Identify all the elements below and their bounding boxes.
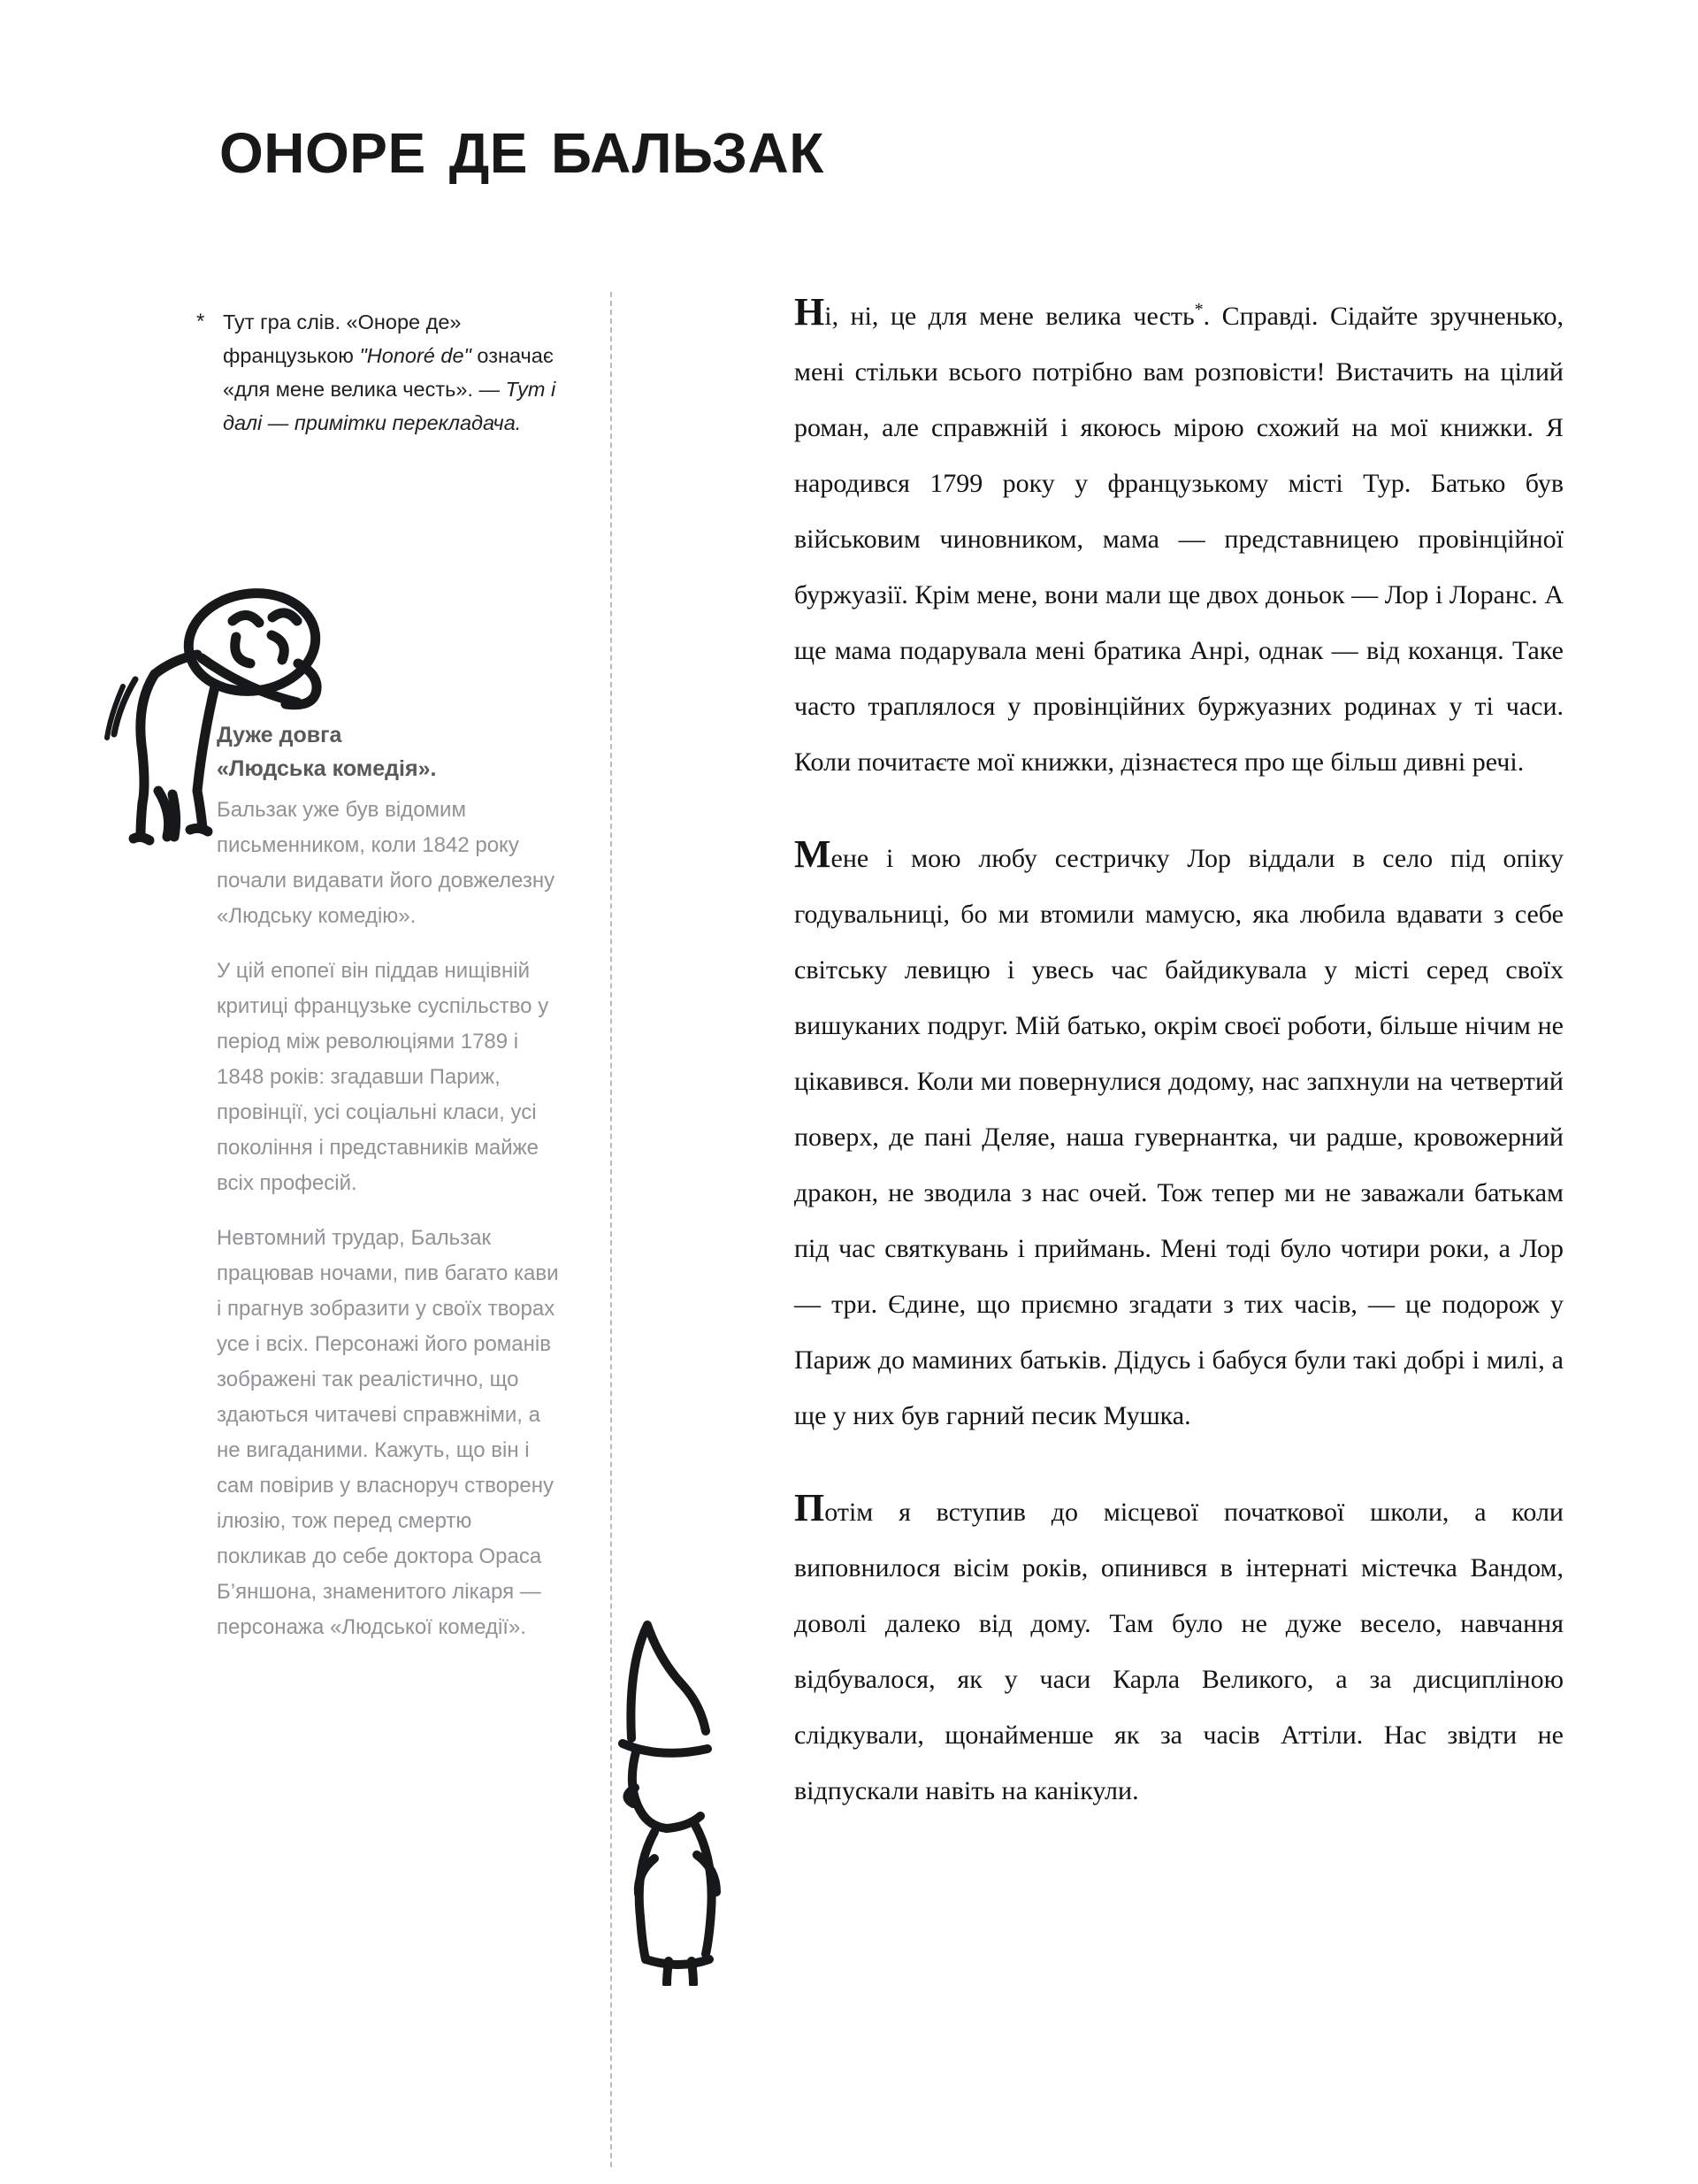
page-title: оноре де бальзак xyxy=(219,100,824,190)
body-paragraph xyxy=(794,288,1564,790)
translator-footnote xyxy=(191,305,562,440)
sidebar-heading-line-1: Дуже довга xyxy=(217,723,342,747)
left-column xyxy=(191,305,562,440)
body-text-lead: і, ні, це для мене велика честь xyxy=(824,302,1195,331)
footnote-italic-term: "Honoré de" xyxy=(359,344,471,367)
footnote-source-note: Тут і далі — примітки перекладача. xyxy=(223,378,556,434)
footnote-reference-marker: * xyxy=(1194,300,1204,319)
sidebar-paragraph: Бальзак уже був відомим письменником, коли 1842 року почали видавати його довжелезну «Людську комедію». xyxy=(217,798,555,928)
quill-figure-illustration xyxy=(584,1605,787,1986)
sidebar-note xyxy=(217,718,566,1665)
main-text-column xyxy=(794,288,1564,1859)
body-text-rest: отім я вступив до місцевої початкової школи, а коли виповнилося вісім років, опинився в інтернаті містечка Вандом, доволі далеко від дому. Там було не дуже весело, навчання відбувалося, як у часи Карла Великого, а за дисципліною слідкували, щонайменше як за часів Аттіли. Нас звідти не відпускали навіть на канікули. xyxy=(794,1498,1564,1805)
body-text-rest: ене і мою любу сестричку Лор віддали в село під опіку годувальниці, бо ми втомили мамусю, яка любила вдавати з себе світську левицю і увесь час байдикувала у місті серед своїх вишуканих подруг. Мій батько, окрім своєї роботи, більше нічим не цікавився. Коли ми повернулися додому, нас запхнули на четвертий поверх, де пані Деляе, наша гувернантка, чи радше, кровожерний дракон, не зводила з нас очей. Тож тепер ми не заважали батькам під час святкувань і приймань. Мені тоді було чотири роки, а Лор — три. Єдине, що приємно згадати з тих часів, — це подорож у Париж до маминих батьків. Дідусь і бабуся були такі добрі і милі, а ще у них був гарний песик Мушка. xyxy=(794,844,1564,1430)
drop-cap: М xyxy=(794,832,831,876)
sidebar-paragraph: У цій епопеї він піддав нищівній критиці французьке суспільство у період між революціями 1789 і 1848 років: згадавши Париж, провінції, усі соціальні класи, усі покоління і представників майже всіх професій. xyxy=(217,959,549,1195)
drop-cap: П xyxy=(794,1486,825,1529)
sidebar-paragraph: Невтомний трудар, Бальзак працював ночами, пив багато кави і прагнув зобразити у своїх творах усе і всіх. Персонажі його романів зображені так реалістично, що здаються читачеві справжніми, а не вигаданими. Кажуть, що він і сам повірив у власноруч створену ілюзію, тож перед смертю покликав до себе доктора Ораса Б’яншона, знаменитого лікаря — персонажа «Людської комедії». xyxy=(217,1226,559,1639)
footnote-text-lead: Тут гра слів. «Оноре де» французькою xyxy=(223,310,462,367)
body-paragraph xyxy=(794,1484,1564,1819)
footnote-text-tail: означає «для мене велика честь». — xyxy=(223,344,554,401)
footnote-asterisk-marker: * xyxy=(196,310,205,333)
body-paragraph xyxy=(794,831,1564,1444)
sidebar-heading-line-2: «Людська комедія». xyxy=(217,756,437,781)
body-text-rest: . Справді. Сідайте зручненько, мені стільки всього потрібно вам розповісти! Вистачить на цілий роман, але справжній і якоюсь мірою схожий на мої книжки. Я народився 1799 року у французькому місті Тур. Батько був військовим чиновником, мама — представницею провінційної буржуазії. Крім мене, вони мали ще двох доньок — Лор і Лоранс. А ще мама подарувала мені братика Анрі, однак — від коханця. Таке часто траплялося у провінційних буржуазних родинах у ті часи. Коли почитаєте мої книжки, дізнаєтеся про ще більш дивні речі. xyxy=(794,302,1564,777)
sidebar-heading xyxy=(217,718,566,785)
drop-cap: Н xyxy=(794,290,825,333)
